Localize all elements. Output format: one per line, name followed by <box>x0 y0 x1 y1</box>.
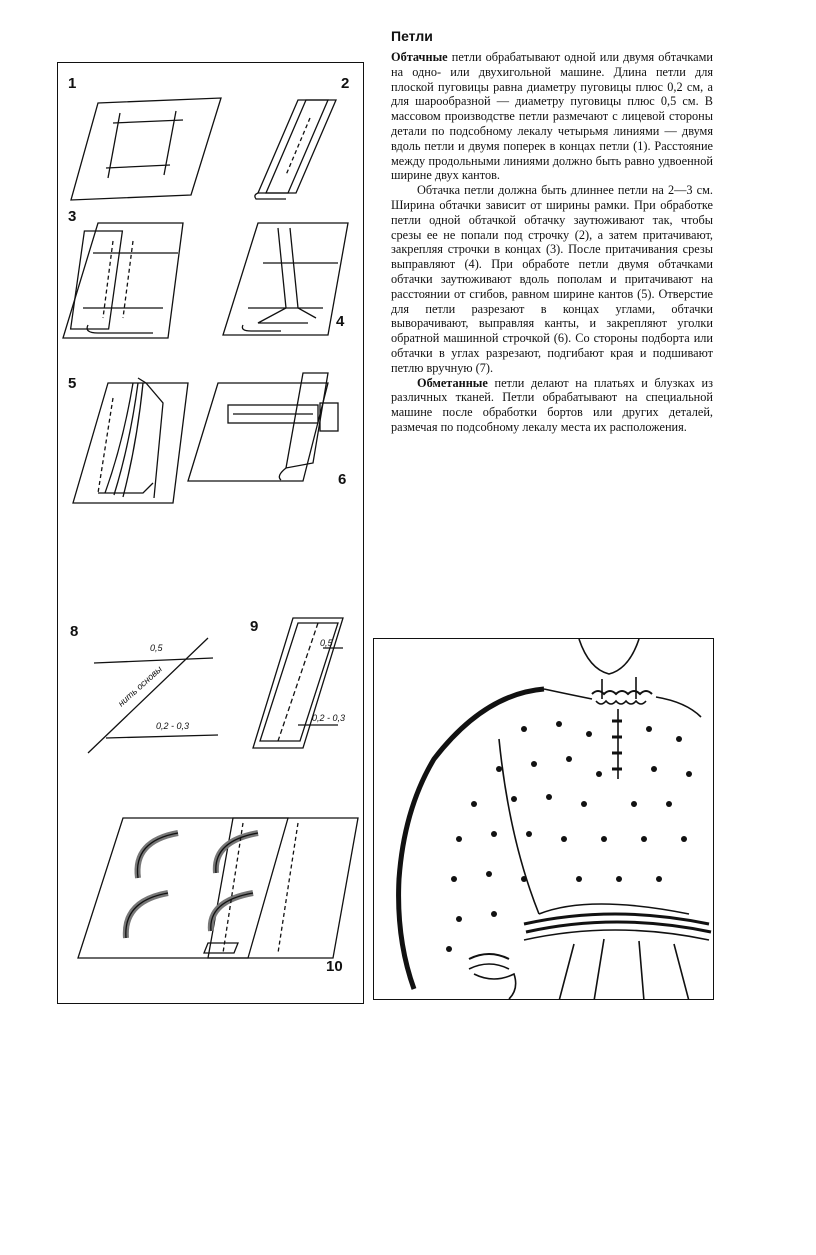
figure-number-9: 9 <box>250 618 259 635</box>
paragraph-1 <box>391 50 713 183</box>
figure-1 <box>71 98 221 200</box>
figure-4 <box>223 223 348 335</box>
figure-3 <box>63 223 183 338</box>
section-heading: Петли <box>391 28 433 44</box>
fig8-label-bottom: 0,2 - 0,3 <box>156 721 190 731</box>
fig8-label-top: 0,5 <box>150 643 163 653</box>
paragraph-1-text: петли обрабатывают одной или двумя обтачками на одно- или двухигольной машине. Длина петли для плоской пуговицы равна диаметру пуговицы плюс 0,2 см, а для шарообразной — диаметру пуговицы плюс 0,5 см. В массовом производстве петли размечают с лицевой стороны детали по подсобному лекалу четырьмя линиями — двумя вдоль петли и двумя поперек в концах петли (1). Расстояние между продольными линиями должно быть равно удвоенной ширине двух кантов. <box>391 50 713 183</box>
paragraph-3-text: петли делают на платьях и блузках из различных тканей. Петли обрабатывают на специальной машине после обработки бортов или других деталей, размечая по подсобному лекалу места их расположения. <box>391 375 713 434</box>
blouse-drawing <box>374 639 714 1000</box>
paragraph-3 <box>391 376 713 435</box>
figure-number-3: 3 <box>68 208 77 225</box>
paragraph-2-text: Обтачка петли должна быть длиннее петли на 2—3 см. Ширина обтачки зависит от ширины рамки. При обработке петли одной обтачкой обтачку заутюживают так, чтобы срезы ее не попали под строчку (2), а затем притачивают, закрепляя строчки в концах (3). После притачивания срезы выправляют (4). При обработе петли двумя обтачками обтачки заутюживают вдоль пополам и притачивают на расстоянии от сгибов, равном ширине кантов (5). Отверстие для петли разрезают в концах углами, обтачки выворачивают, выправляя канты, и закрепляют уголки обратной машинной строчкой (6). Со стороны подборта или обтачки в углах разрезают, подгибают края и подшивают петлю вручную (7). <box>391 183 713 375</box>
fig9-label-top: 0,5 <box>320 638 333 648</box>
paragraph-3-lead: Обметанные <box>417 375 488 390</box>
figure-number-10: 10 <box>326 958 343 975</box>
figure-number-8: 8 <box>70 623 79 640</box>
text-column <box>391 28 713 435</box>
figure-6 <box>188 373 338 481</box>
paragraph-2 <box>391 183 713 375</box>
figure-number-5: 5 <box>68 375 77 392</box>
figures-panel <box>57 62 364 1004</box>
figure-number-1: 1 <box>68 75 77 92</box>
fig9-label-bottom: 0,2 - 0,3 <box>312 713 346 723</box>
figure-number-2: 2 <box>341 75 350 92</box>
blouse-illustration <box>373 638 714 1000</box>
paragraph-1-lead: Обтачные <box>391 50 448 64</box>
figure-number-6: 6 <box>338 471 347 488</box>
figures-drawing <box>58 63 365 1005</box>
figure-2 <box>255 100 336 199</box>
figure-10 <box>78 818 358 958</box>
fig8-label-diag: нить основы <box>116 663 164 709</box>
figure-8 <box>88 638 218 753</box>
figure-number-4: 4 <box>336 313 345 330</box>
figure-5 <box>73 378 188 503</box>
